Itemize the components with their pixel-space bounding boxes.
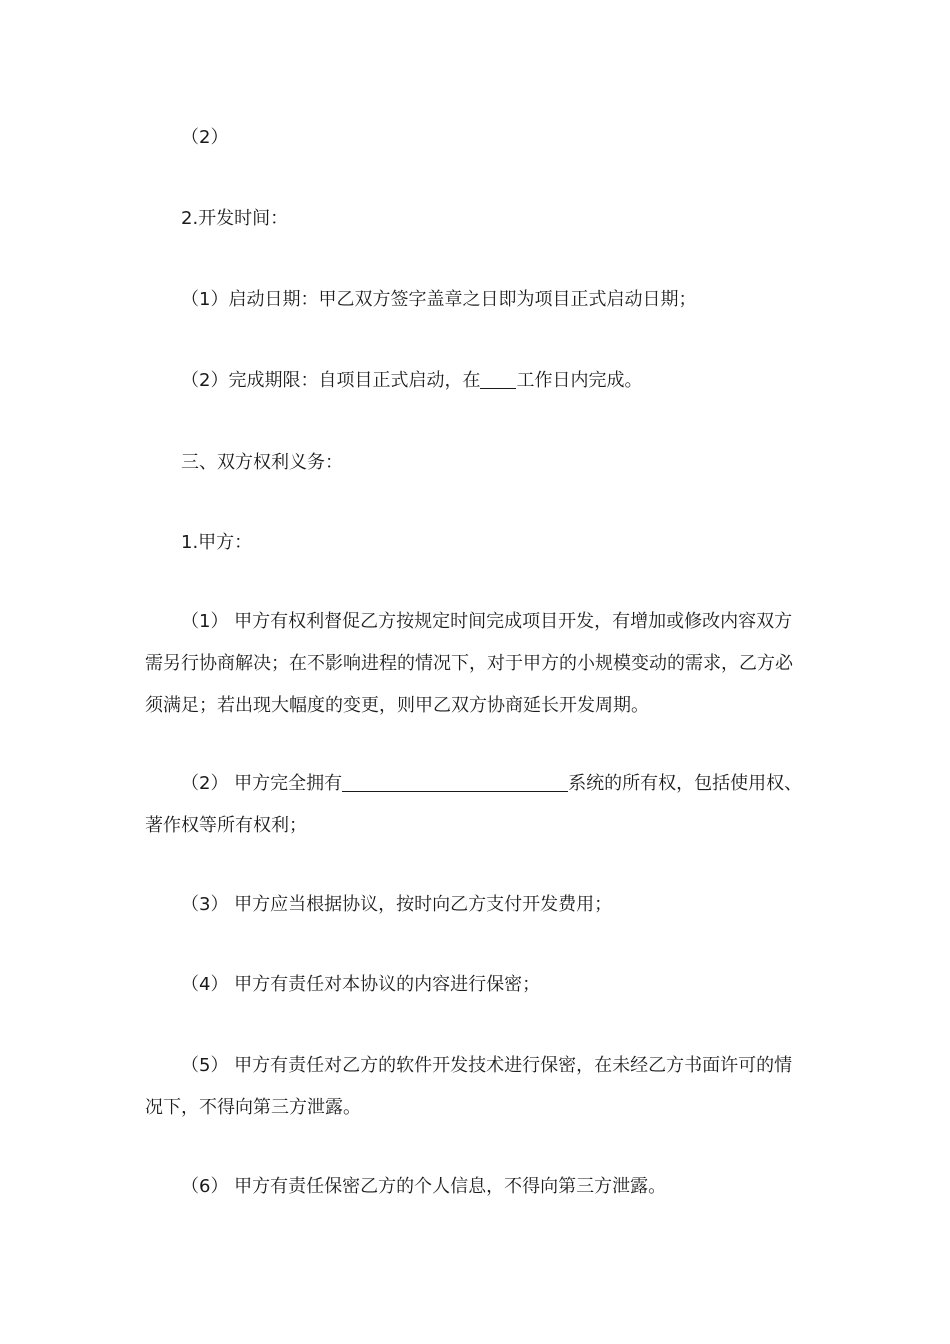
paragraph-party-a-obligation-3 bbox=[145, 884, 810, 926]
paragraph-text: （6） 甲方有责任保密乙方的个人信息，不得向第三方泄露。 bbox=[181, 1176, 667, 1197]
paragraph-text: （5） 甲方有责任对乙方的软件开发技术进行保密，在未经乙方书面许可的情况下，不得向第三方泄露。 bbox=[145, 1055, 793, 1118]
heading-development-time bbox=[145, 198, 810, 240]
fill-in-blank-system-name[interactable] bbox=[342, 771, 568, 792]
heading-text: 2.开发时间： bbox=[181, 208, 289, 229]
section-heading-rights-obligations bbox=[145, 442, 810, 484]
paragraph-text: （1） 甲方有权利督促乙方按规定时间完成项目开发，有增加或修改内容双方需另行协商解决；在不影响进程的情况下，对于甲方的小规模变动的需求，乙方必须满足；若出现大幅度的变更，则甲乙双方协商延长开发周期。 bbox=[145, 611, 793, 716]
heading-text: 1.甲方： bbox=[181, 532, 253, 553]
paragraph-party-a-obligation-4 bbox=[145, 964, 810, 1006]
paragraph-text: （2）完成期限：自项目正式启动，在 bbox=[181, 370, 481, 391]
fill-in-blank-workdays[interactable] bbox=[480, 368, 516, 389]
paragraph-item-2 bbox=[145, 117, 810, 159]
paragraph-party-a-right-2 bbox=[145, 763, 810, 847]
heading-text: 三、双方权利义务： bbox=[181, 452, 343, 473]
paragraph-party-a-right-1 bbox=[145, 601, 810, 727]
paragraph-party-a-obligation-6 bbox=[145, 1166, 810, 1208]
paragraph-text: （4） 甲方有责任对本协议的内容进行保密； bbox=[181, 974, 541, 995]
paragraph-deadline bbox=[145, 360, 810, 402]
paragraph-start-date bbox=[145, 279, 810, 321]
paragraph-text: （2） bbox=[181, 127, 229, 148]
paragraph-text: （3） 甲方应当根据协议，按时向乙方支付开发费用； bbox=[181, 894, 613, 915]
paragraph-text: （1）启动日期：甲乙双方签字盖章之日即为项目正式启动日期； bbox=[181, 289, 697, 310]
paragraph-text: 系统的所有权，包括使用权、著作权等所有权利； bbox=[145, 773, 803, 836]
paragraph-text: 工作日内完成。 bbox=[516, 370, 643, 391]
heading-party-a bbox=[145, 522, 810, 564]
paragraph-party-a-obligation-5 bbox=[145, 1045, 810, 1129]
paragraph-text: （2） 甲方完全拥有 bbox=[181, 773, 343, 794]
